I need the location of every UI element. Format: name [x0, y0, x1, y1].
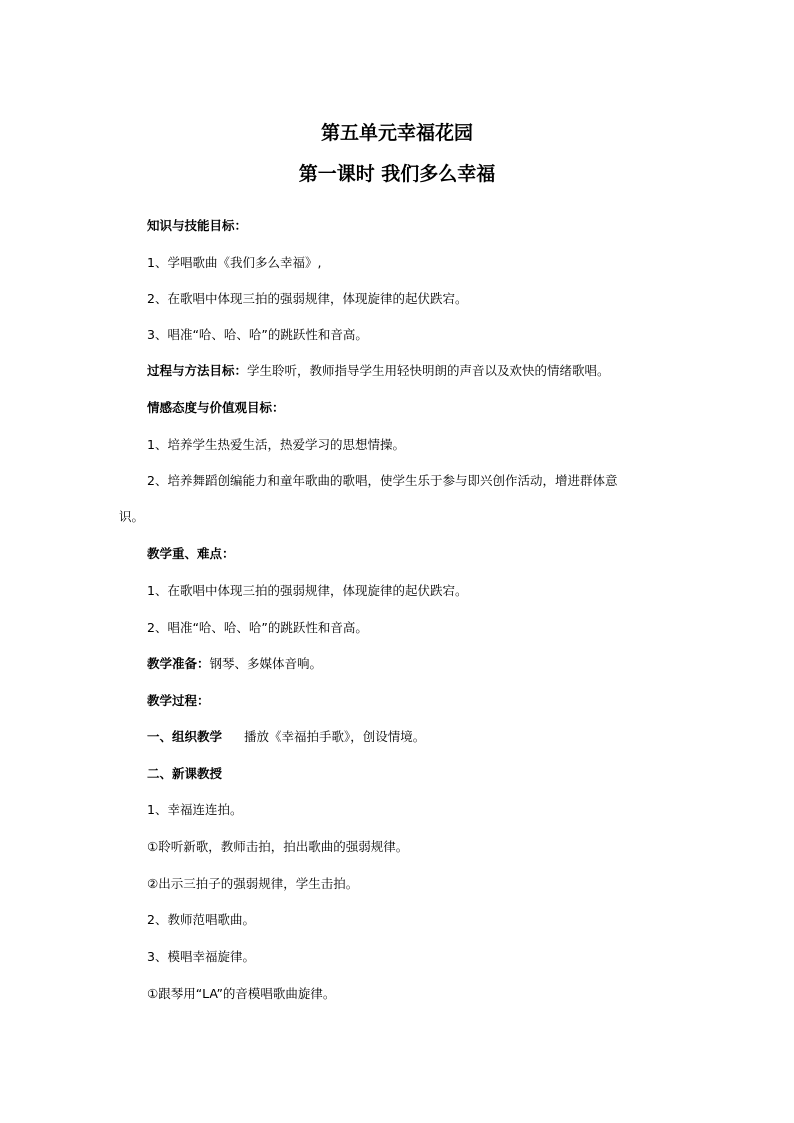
- step2-item-3: ②出示三拍子的强弱规律，学生击拍。: [147, 876, 359, 891]
- process-heading: 过程与方法目标：: [147, 363, 248, 378]
- emotion-heading: 情感态度与价值观目标：: [147, 400, 285, 415]
- knowledge-item-1: 1、学唱歌曲《我们多么幸福》,: [147, 255, 322, 270]
- emotion-item-2: 2、培养舞蹈创编能力和童年歌曲的歌唱，使学生乐于参与即兴创作活动，增进群体意: [147, 473, 618, 488]
- step2-item-6: ①跟琴用“LA”的音模唱歌曲旋律。: [147, 986, 336, 1001]
- key-heading: 教学重、难点：: [147, 546, 235, 561]
- knowledge-item-3: 3、唱准“哈、哈、哈”的跳跃性和音高。: [147, 327, 368, 342]
- process-paragraph: [147, 362, 610, 380]
- step1-heading: 一、组织教学: [147, 729, 223, 744]
- procedure-heading: 教学过程：: [147, 693, 210, 708]
- prep-heading: 教学准备：: [147, 656, 210, 671]
- document-subtitle: 第一课时 我们多么幸福: [298, 163, 496, 185]
- step2-item-5: 3、模唱幸福旋律。: [147, 949, 255, 964]
- step2-item-1: 1、幸福连连拍。: [147, 802, 243, 817]
- step2-item-4: 2、教师范唱歌曲。: [147, 912, 255, 927]
- emotion-item-2-continued: 识。: [119, 509, 145, 524]
- emotion-item-1: 1、培养学生热爱生活，热爱学习的思想情操。: [147, 437, 405, 452]
- document-title: 第五单元幸福花园: [320, 122, 473, 144]
- step1-text: 播放《幸福拍手歌》，创设情境。: [244, 729, 426, 744]
- process-text: 学生聆听，教师指导学生用轻快明朗的声音以及欢快的情绪歌唱。: [247, 363, 610, 378]
- key-item-1: 1、在歌唱中体现三拍的强弱规律，体现旋律的起伏跌宕。: [147, 583, 468, 598]
- step2-heading: 二、新课教授: [147, 766, 223, 781]
- knowledge-item-2: 2、在歌唱中体现三拍的强弱规律，体现旋律的起伏跌宕。: [147, 291, 468, 306]
- prep-paragraph: [147, 655, 322, 673]
- step1-paragraph: [147, 728, 425, 746]
- prep-text: 钢琴、多媒体音响。: [209, 656, 323, 671]
- step2-item-2: ①聆听新歌，教师击拍，拍出歌曲的强弱规律。: [147, 839, 409, 854]
- knowledge-heading: 知识与技能目标：: [147, 218, 248, 233]
- key-item-2: 2、唱准“哈、哈、哈”的跳跃性和音高。: [147, 620, 368, 635]
